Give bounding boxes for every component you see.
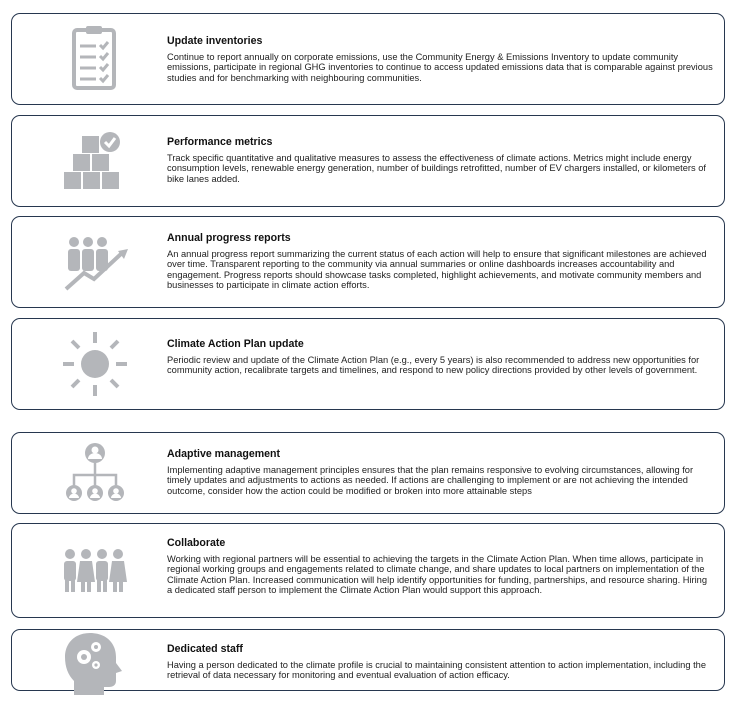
card-title: Dedicated staff <box>167 643 243 655</box>
sun-icon <box>60 329 130 399</box>
card-title: Update inventories <box>167 35 263 47</box>
card-climate-action-plan-update <box>11 318 725 410</box>
card-dedicated-staff <box>11 629 725 691</box>
card-body: Track specific quantitative and qualitative measures to assess the effectiveness of climate actions. Metrics might include energy consumption levels, renewable energy generation, number of buildings retrofitted, number of EV chargers installed, or kilometers of bike lanes added. <box>167 153 706 184</box>
card-text <box>167 136 714 184</box>
card-title: Performance metrics <box>167 136 273 148</box>
card-performance-metrics <box>11 115 725 207</box>
card-text <box>167 448 714 496</box>
card-body: An annual progress report summarizing the current status of each action will help to ensure that significant milestones are achieved over time. Transparent reporting to the community via annual summaries or online dashboards increases accountability and engagement. Progress reports should showcase tasks completed, highlight achievements, and motivate community members and businesses to participate in climate action efforts. <box>167 249 707 291</box>
card-adaptive-management <box>11 432 725 514</box>
boxes-checkmark-icon <box>60 128 130 198</box>
card-body: Implementing adaptive management principles ensures that the plan remains responsive to evolving circumstances, allowing for timely updates and adjustments to actions as needed. If actions are challenging to implement or are not achieving the intended outcome, consider how the action could be modified or broken into more attainable steps <box>167 465 694 496</box>
card-body: Working with regional partners will be essential to achieving the targets in the Climate Action Plan. When time allows, participate in regional working groups and engagements related to climate change, and share updates to local partners on implementation of the Climate Action Plan. Increased communication will help identify opportunities for funding, partnerships, and resource sharing. Hiring a dedicated staff person to implement the Climate Action Plan would support this approach. <box>167 554 708 596</box>
card-title: Climate Action Plan update <box>167 338 304 350</box>
clipboard-checklist-icon <box>60 24 130 94</box>
card-body: Having a person dedicated to the climate profile is crucial to maintaining consistent attention to action implementation, including the retrieval of data necessary for monitoring and eventual evaluation of action efficacy. <box>167 660 707 681</box>
card-text <box>167 643 714 681</box>
people-growth-arrow-icon <box>60 229 130 299</box>
card-text <box>167 35 714 83</box>
card-body: Continue to report annually on corporate emissions, use the Community Energy & Emissions Inventory to update community emissions, participate in regional GHG inventories to continue to access updated emissions data that is comparable against previous studies and for benchmarking with neighbouring communities. <box>167 52 713 83</box>
card-text <box>167 537 714 596</box>
card-text <box>167 232 714 291</box>
card-text <box>167 338 714 376</box>
people-group-icon <box>60 536 130 606</box>
card-title: Annual progress reports <box>167 232 291 244</box>
card-update-inventories <box>11 13 725 105</box>
org-chart-people-icon <box>60 439 130 509</box>
card-body: Periodic review and update of the Climate Action Plan (e.g., every 5 years) is also recommended to address new opportunities for community action, recalibrate targets and timelines, and respond to new policy directions provided by other levels of government. <box>167 355 700 376</box>
card-collaborate <box>11 523 725 618</box>
head-gears-icon <box>60 627 130 697</box>
card-title: Collaborate <box>167 537 226 549</box>
card-annual-progress-reports <box>11 216 725 308</box>
card-title: Adaptive management <box>167 448 281 460</box>
